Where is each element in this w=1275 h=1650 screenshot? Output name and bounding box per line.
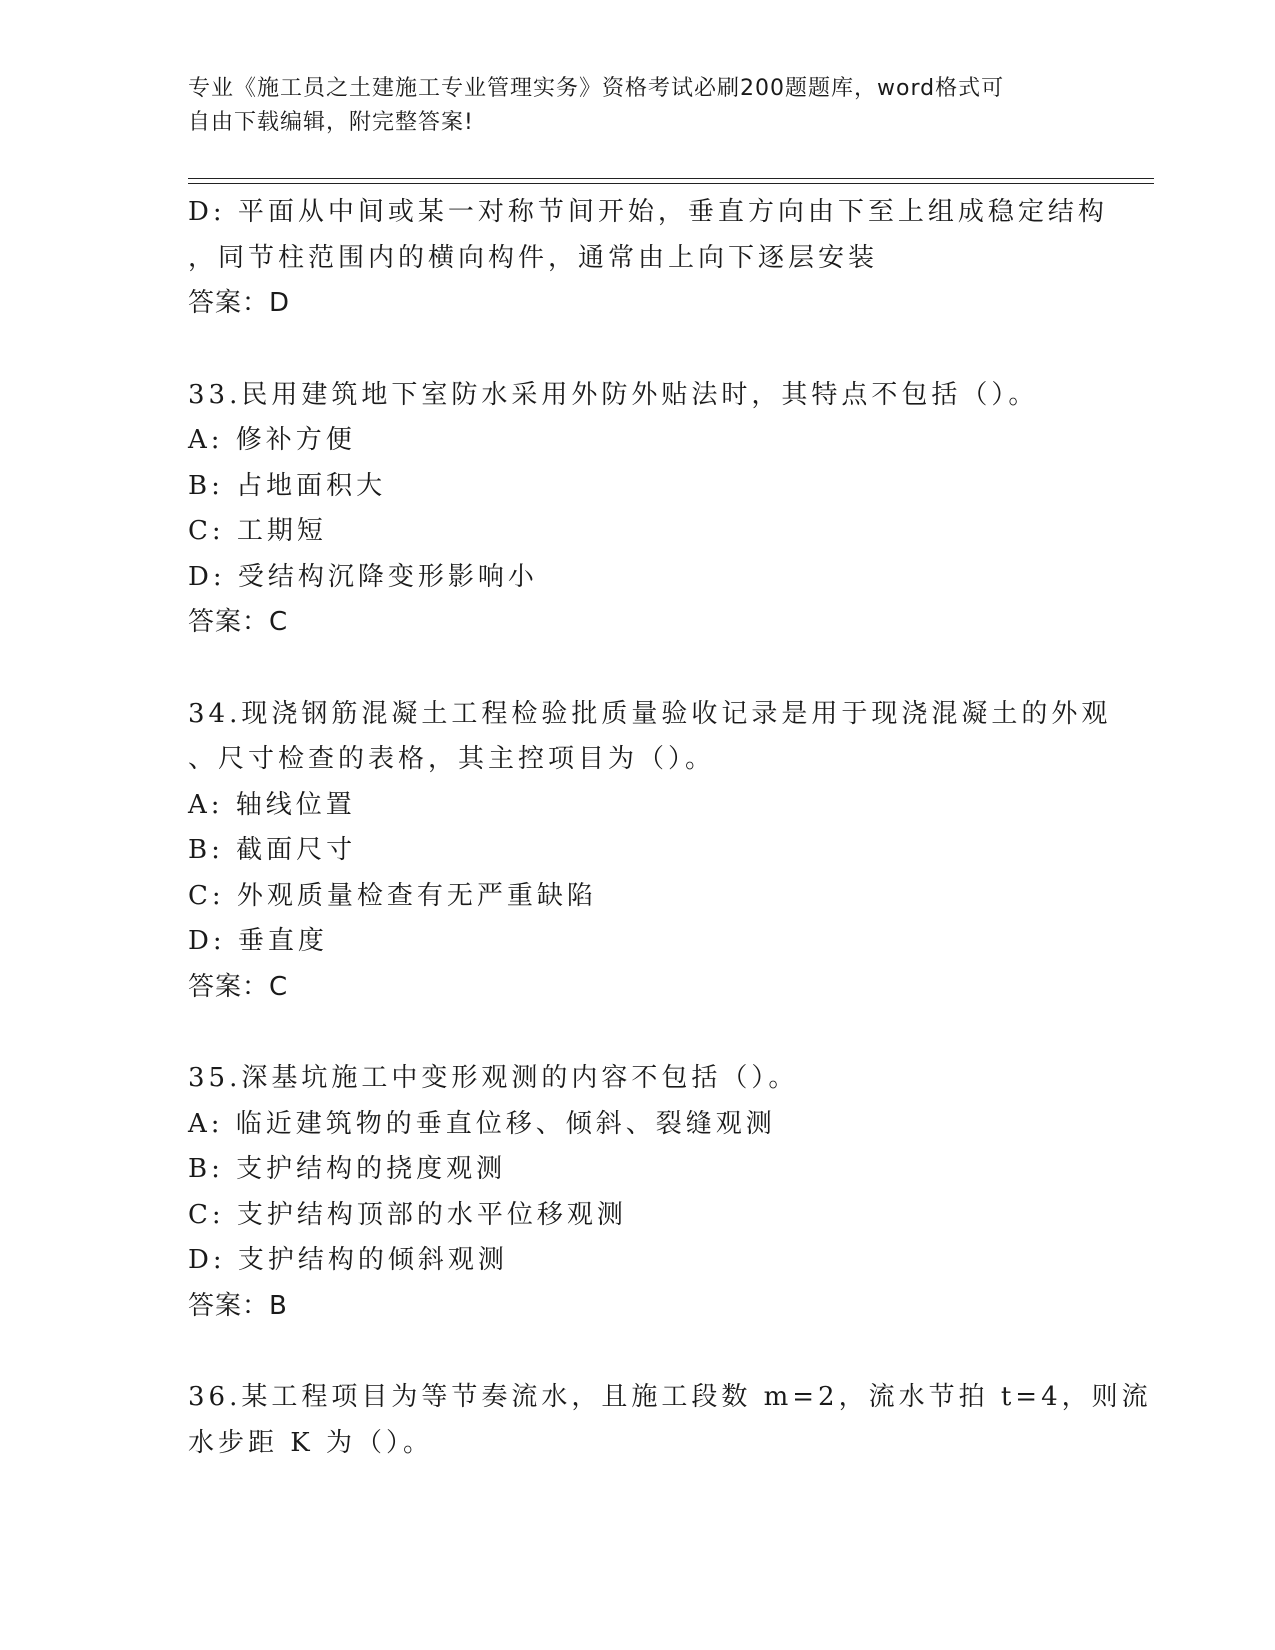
option-d: D: 支护结构的倾斜观测 <box>188 1245 508 1275</box>
question-stem: 34.现浇钢筋混凝土工程检验批质量验收记录是用于现浇混凝土的外观 <box>188 698 1112 729</box>
answer-label: 答案：D <box>188 288 291 318</box>
header-divider-top <box>188 178 1154 179</box>
option-a: A: 临近建筑物的垂直位移、倾斜、裂缝观测 <box>188 1108 776 1139</box>
question-34 <box>188 692 1112 1011</box>
spacer <box>188 646 1088 692</box>
header-title-line-1: 专业《施工员之土建施工专业管理实务》资格考试必刷200题题库，word格式可 <box>188 76 1005 101</box>
option-d-continued: ，同节柱范围内的横向构件，通常由上向下逐层安装 <box>188 242 879 273</box>
option-c: C: 工期短 <box>188 516 327 546</box>
option-d: D: 平面从中间或某一对称节间开始，垂直方向由下至上组成稳定结构 <box>188 197 1108 227</box>
option-c: C: 支护结构顶部的水平位移观测 <box>188 1199 627 1230</box>
question-list <box>188 190 1152 1466</box>
option-b: B: 支护结构的挠度观测 <box>188 1154 507 1184</box>
option-c: C: 外观质量检查有无严重缺陷 <box>188 880 597 911</box>
header-divider-bottom <box>188 183 1154 184</box>
answer-label: 答案：B <box>188 1290 288 1321</box>
spacer <box>188 327 1088 373</box>
question-36 <box>188 1375 1152 1466</box>
question-stem-continued: 、尺寸检查的表格，其主控项目为（）。 <box>188 744 716 774</box>
question-32-tail <box>188 190 1108 327</box>
answer-label: 答案：C <box>188 971 289 1002</box>
spacer <box>188 1010 1088 1056</box>
answer-label: 答案：C <box>188 607 289 637</box>
option-a: A: 轴线位置 <box>188 789 356 820</box>
document-header <box>188 72 1088 140</box>
question-35 <box>188 1056 1088 1329</box>
option-d: D: 受结构沉降变形影响小 <box>188 561 538 592</box>
spacer <box>188 1329 1088 1375</box>
header-title-line-2: 自由下载编辑，附完整答案! <box>188 110 474 135</box>
question-stem: 33.民用建筑地下室防水采用外防外贴法时，其特点不包括（）。 <box>188 379 1039 410</box>
option-b: B: 占地面积大 <box>188 470 387 501</box>
option-a: A: 修补方便 <box>188 425 356 455</box>
option-b: B: 截面尺寸 <box>188 835 357 865</box>
question-stem: 36.某工程项目为等节奏流水，且施工段数 m=2，流水节拍 t=4，则流 <box>188 1382 1152 1412</box>
question-33 <box>188 373 1088 646</box>
option-d: D: 垂直度 <box>188 926 328 956</box>
question-stem-continued: 水步距 K 为（）。 <box>188 1427 433 1458</box>
question-stem: 35.深基坑施工中变形观测的内容不包括（）。 <box>188 1063 799 1093</box>
